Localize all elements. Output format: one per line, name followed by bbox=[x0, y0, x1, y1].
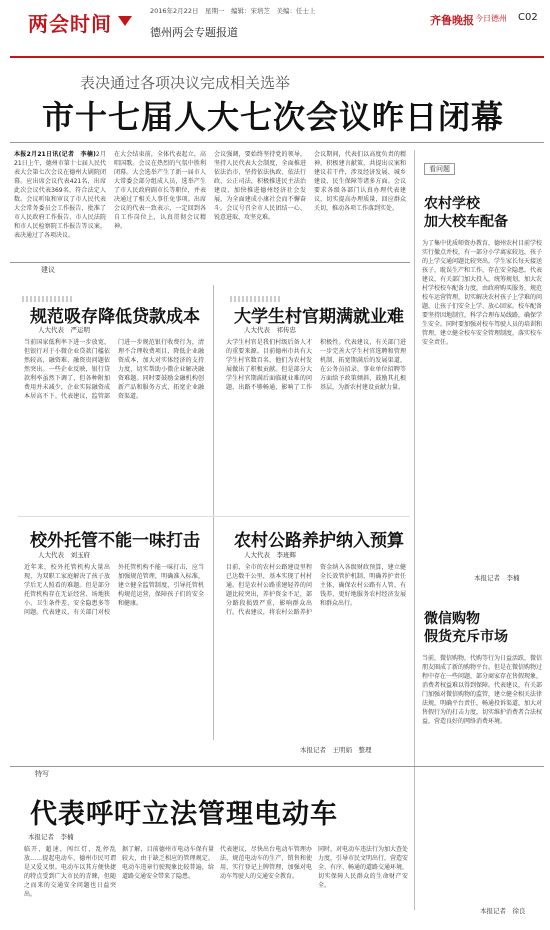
page-number: C02 bbox=[518, 12, 538, 23]
feature-column-4: 同时，对电动车违法行为加大查处力度，引导市民文明出行，营造安全、有序、畅通的道路交通环境，切实保障人民群众的生命财产安全。 bbox=[318, 846, 408, 889]
sidebar bbox=[414, 150, 544, 915]
lead-column-1: 本报2月21日讯(记者 李楠)2月21日上午，德州市第十七届人民代表大会第七次会议在德州大剧院闭幕。应出席会议代表421名，出席此次会议代表369名，符合法定人数。会议听取和审议了市人民代表大会常务委员会工作报告，批准了市人民政府工作报告、市人民法院和市人民检察院工作报告等议案，表决通过了各项决议。 bbox=[14, 151, 106, 239]
lead-kicker: 表决通过各项决议完成相关选举 bbox=[80, 74, 291, 92]
section-marker-icon bbox=[118, 16, 132, 26]
article-2-title: 大学生村官期满就业难 bbox=[234, 307, 404, 327]
sidebar-body-1: 为了集中优质师资办教育，德州农村目前学校实行撤点并校，有一部分小学离家较远，孩子的上学交通问题比较突出。学生家长每天接送孩子，耽误生产和工作，存在安全隐患。代表建议，有关部门加大投入，统筹规划，加大农村学校校车配备力度，由政府购买服务，规范校车运营管理，切实解决农村孩子上学难的问题，让孩子们安全上学、放心回家。校车配备要坚持因地制宜，科学合理布局线路，确保学生安全。同时要加强对校车驾驶人员的培训和管理，建立健全校车安全管理制度，落实校车安全责任。 bbox=[422, 240, 542, 346]
article-3-title: 校外托管不能一味打击 bbox=[30, 531, 200, 551]
lead-column-4: 会议期间，代表们以高度负责的精神，积极建言献策，共提出议案和建议若干件，涉及经济发展、城乡建设、民生保障等诸多方面。会议要求各级各部门认真办理代表建议，切实提高办理质量，回应群众关切，推动各项工作落到实处。 bbox=[314, 151, 406, 212]
feature-column-2: 据了解，目前德州市电动车保有量较大，由于缺乏相应的管理规定，电动车违章行驶现象比较普遍，给道路交通安全带来了隐患。 bbox=[122, 846, 214, 880]
sidebar-headline-2b: 假货充斥市场 bbox=[424, 629, 508, 645]
row-divider bbox=[18, 516, 410, 517]
headline-rule bbox=[10, 142, 544, 143]
edition-name: 今日德州 bbox=[475, 14, 507, 23]
special-report-label: 德州两会专题报道 bbox=[150, 26, 238, 39]
article-2-byline: 人大代表 祁传忠 bbox=[244, 326, 296, 334]
feature-headline: 代表呼吁立法管理电动车 bbox=[30, 799, 338, 830]
header-rule bbox=[10, 56, 544, 58]
articles-credit: 本报记者 王明娟 整理 bbox=[300, 746, 372, 754]
lead-column-3: 会议强调，要始终坚持党的领导，坚持人民代表大会制度，全面推进依法治市，坚持依法执政、依法行政、公正司法，积极推进民主法治建设，加快推进德州经济社会发展，为全面建成小康社会而不懈奋斗。会议号召全市人民团结一心、锐意进取、攻坚克难。 bbox=[214, 151, 306, 221]
feature-tag: 特写 bbox=[32, 769, 52, 779]
sidebar-body-2: 当前，微信购物，代购等行为日益活跃，微信朋友圈成了新的购物平台。但是在微信购物过程中存在一些问题，部分商家存在售假现象，消费者权益难以得到保障。代表建议，有关部门加强对微信购物的监管，建立健全相关法律法规，明确平台责任，畅通投诉渠道，加大对售假行为的打击力度，切实维护消费者合法权益，营造良好的网络消费环境。 bbox=[422, 655, 542, 725]
article-3-body: 近年来，校外托管机构大量出现，为双职工家庭解决了孩子放学后无人照看的难题。但是部分托管机构存在无证经营、场地狭小、卫生条件差、安全隐患多等问题。代表建议，有关部门对校外托管机构不能一味打击，应当加强规范管理，明确准入标准，建立健全监管制度，引导托管机构规范运营，保障孩子们的安全和健康。 bbox=[24, 564, 204, 616]
lead-byline: 本报2月21日讯(记者 李楠) bbox=[14, 151, 96, 158]
sidebar-credit-1: 本报记者 李楠 bbox=[474, 574, 520, 582]
lead-headline: 市十七届人大七次会议昨日闭幕 bbox=[42, 98, 505, 136]
sidebar-credit-2: 本报记者 徐良 bbox=[480, 907, 526, 915]
suggestion-tag: 建议 bbox=[38, 265, 58, 275]
page-header bbox=[0, 0, 550, 62]
sidebar-headline-1a: 农村学校 bbox=[424, 196, 480, 212]
lead-column-2: 在大会结束前，全体代表起立，高唱国歌。会议在热烈的气氛中胜利闭幕。大会选举产生了新一届市人大常委会部分组成人员，选举产生了市人民政府副市长等职位，并表决通过了相关人事任免事项。出席会议的代表一致表示，一定回到各自工作岗位上，认真贯彻会议精神。 bbox=[114, 151, 206, 230]
article-2-body: 大学生村官是我们村级后备人才的重要来源。目前德州市共有大学生村官数百名，他们为农村发展做出了积极贡献。但是部分大学生村官期满后面临就业难的问题，出路不够畅通，影响了工作积极性。代表建议，有关部门进一步完善大学生村官选聘和管理机制，拓宽期满后的发展渠道，在公务员招录、事业单位招聘等方面给予政策倾斜，鼓励其扎根基层，为新农村建设贡献力量。 bbox=[226, 339, 406, 391]
article-4-body: 目前，全市的农村公路建设里程已达数千公里，基本实现了村村通。但是农村公路重建轻养的问题比较突出，养护资金不足，部分路段损毁严重，影响群众出行。代表建议，将农村公路养护资金纳入各级财政预算，建立健全长效管护机制，明确养护责任主体，确保农村公路有人管、有钱养，更好地服务农村经济发展和群众出行。 bbox=[226, 564, 406, 616]
sidebar-headline-1b: 加大校车配备 bbox=[424, 214, 508, 230]
article-3-byline: 人大代表 刘玉府 bbox=[38, 551, 90, 559]
newspaper-logo: 齐鲁晚报 bbox=[430, 14, 474, 27]
article-1-byline: 人大代表 严运明 bbox=[38, 326, 90, 334]
section-title: 两会时间 bbox=[28, 12, 112, 36]
issue-meta: 2016年2月22日 星期一 编辑：宋培芝 美编：任士上 bbox=[150, 7, 316, 15]
suggestion-section-rule bbox=[10, 262, 410, 272]
column-divider bbox=[213, 285, 214, 740]
sidebar-tag: 看问题 bbox=[424, 163, 455, 175]
article-4-title: 农村公路养护纳入预算 bbox=[234, 531, 404, 551]
feature-column-1: 临开，超速，闯红灯，乱停乱放……提起电动车，德州市民可谓是又爱又恨。电动车以其方便快捷的特点受到广大市民的青睐，但随之而来的交通安全问题也日益突出。 bbox=[24, 846, 116, 898]
feature-section-rule bbox=[10, 766, 544, 778]
article-1-title: 规范吸存降低贷款成本 bbox=[30, 307, 200, 327]
feature-byline: 本报记者 李楠 bbox=[28, 833, 74, 841]
feature-column-3: 代表建议，尽快出台电动车管理办法，规范电动车的生产、销售和使用，实行登记上牌管理，加强对电动车驾驶人的交通安全教育。 bbox=[220, 846, 312, 880]
article-1-body: 当前国家低利率下进一步放宽，但银行对于小微企业贷款门槛依然较高，融资难、融资贵问题依然突出。一些企业反映，银行贷款利率虽然下调了，但各种附加费用并未减少，企业实际融资成本居高不下。代表建议，监管部门进一步规范银行收费行为，清理不合理收费项目，降低企业融资成本，加大对实体经济的支持力度，切实帮助小微企业解决融资难题。同时要鼓励金融机构创新产品和服务方式，拓宽企业融资渠道。 bbox=[24, 339, 204, 400]
sidebar-headline-2a: 微信购物 bbox=[424, 611, 480, 627]
article-4-byline: 人大代表 李班辉 bbox=[244, 551, 296, 559]
